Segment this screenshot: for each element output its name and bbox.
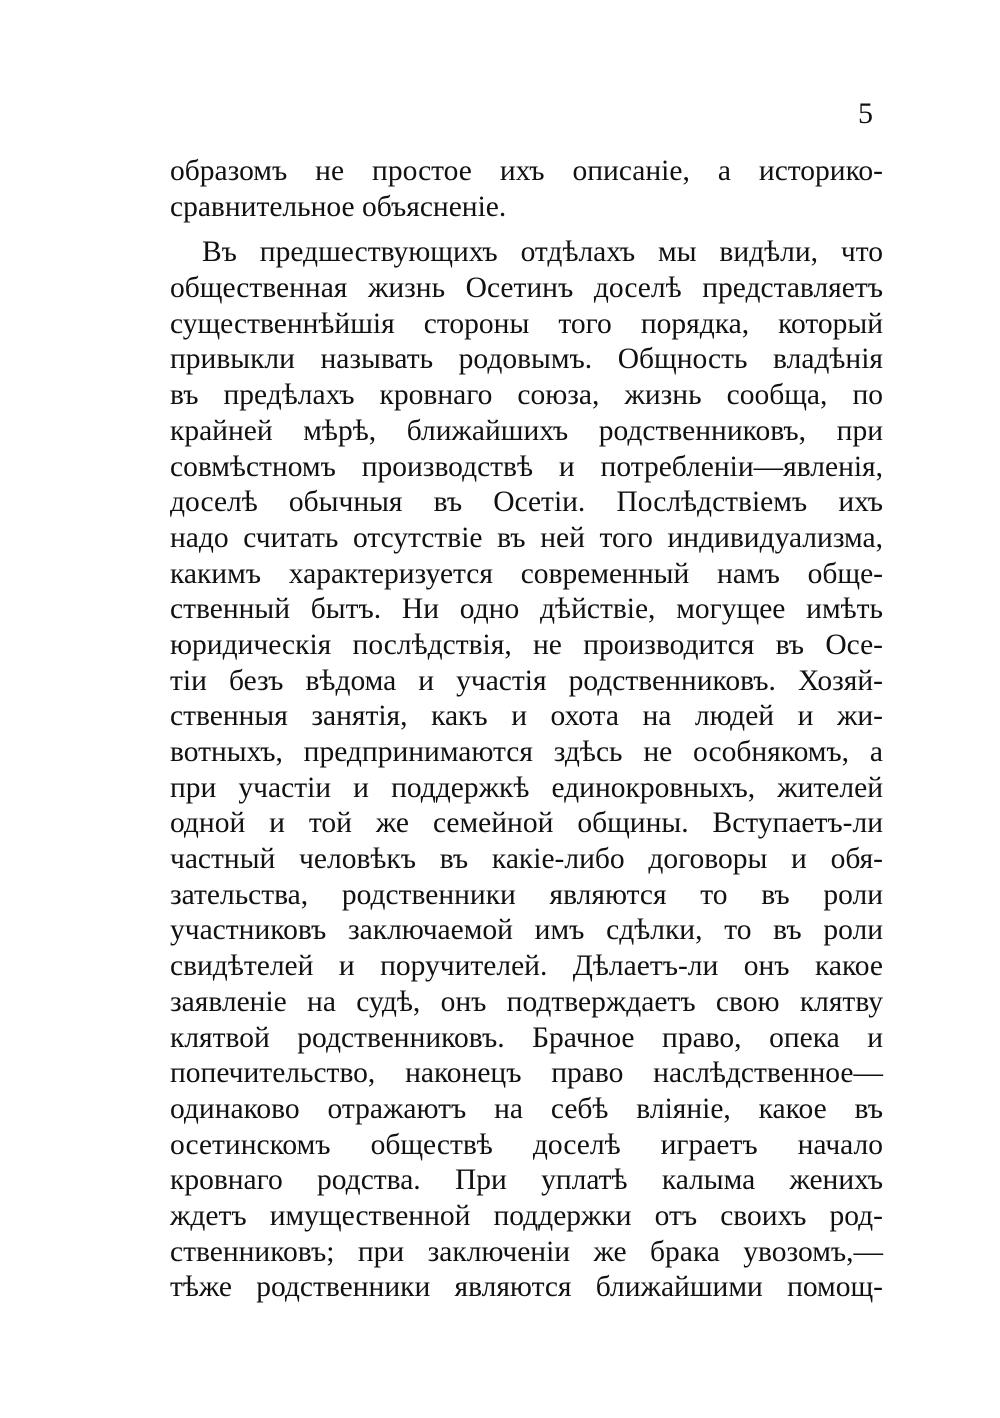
body-text: [170, 154, 883, 1306]
text-line: тiи безъ вѣдома и участiя родственниковъ. Хозяй-: [170, 664, 883, 697]
text-line: одинаково отражаютъ на себѣ влiянiе, какое въ: [170, 1092, 883, 1125]
text-line: свидѣтелей и поручителей. Дѣлаетъ-ли онъ какое: [170, 950, 883, 983]
text-line: тѣже родственники являются ближайшими помощ-: [170, 1271, 883, 1304]
text-line: юридическiя послѣдствiя, не производится въ Осе-: [170, 628, 883, 661]
text-line: сравнительное объясненiе.: [170, 190, 507, 223]
text-line: совмѣстномъ производствѣ и потребленiи—явленiя,: [170, 450, 883, 483]
text-line: при участiи и поддержкѣ единокровныхъ, жителей: [170, 771, 883, 804]
text-line: надо считать отсутствiе въ ней того индивидуализма,: [170, 521, 883, 554]
text-line: въ предѣлахъ кровнаго союза, жизнь сообща, по: [170, 379, 883, 412]
text-line: ственный бытъ. Ни одно дѣйствiе, могущее имѣть: [170, 593, 883, 626]
text-line: частный человѣкъ въ какiе-либо договоры и обя-: [170, 843, 883, 876]
text-line: вотныхъ, предпринимаются здѣсь не особнякомъ, а: [170, 736, 883, 768]
text-line: кровнаго родства. При уплатѣ калыма женихъ: [170, 1164, 883, 1197]
text-line: заявленiе на судѣ, онъ подтверждаетъ свою клятву: [170, 985, 883, 1018]
paragraph: [170, 154, 883, 225]
text-line: доселѣ обычныя въ Осетiи. Послѣдствiемъ ихъ: [170, 486, 883, 519]
text-line: ственниковъ; при заключенiи же брака увозомъ,—: [170, 1235, 883, 1268]
text-line: попечительство, наконецъ право наслѣдственное—: [170, 1057, 883, 1090]
text-line: существеннѣйшiя стороны того порядка, который: [170, 307, 883, 340]
text-line: образомъ не простое ихъ описанiе, а историко-: [170, 155, 883, 187]
text-line: общественная жизнь Осетинъ доселѣ представляетъ: [170, 272, 883, 305]
text-line: участниковъ заключаемой имъ сдѣлки, то въ роли: [170, 914, 883, 947]
text-line: какимъ характеризуется современный намъ обще-: [170, 557, 883, 590]
text-line: ждетъ имущественной поддержки отъ своихъ род-: [170, 1199, 883, 1232]
paragraph: [170, 235, 883, 1306]
paragraph-gap: [170, 225, 883, 235]
text-line: клятвой родственниковъ. Брачное право, опека и: [170, 1021, 883, 1054]
text-line: крайней мѣрѣ, ближайшихъ родственниковъ, при: [170, 414, 883, 447]
page-number: 5: [858, 97, 873, 130]
text-line: привыкли называть родовымъ. Общность владѣнiя: [170, 343, 883, 376]
text-line: одной и той же семейной общины. Вступаетъ-ли: [170, 807, 883, 840]
text-line: ственныя занятiя, какъ и охота на людей и жи-: [170, 700, 883, 733]
text-line: Въ предшествующихъ отдѣлахъ мы видѣли, что: [202, 236, 883, 269]
text-line: зательства, родственники являются то въ роли: [170, 878, 883, 911]
text-line: осетинскомъ обществѣ доселѣ играетъ начало: [170, 1128, 883, 1161]
